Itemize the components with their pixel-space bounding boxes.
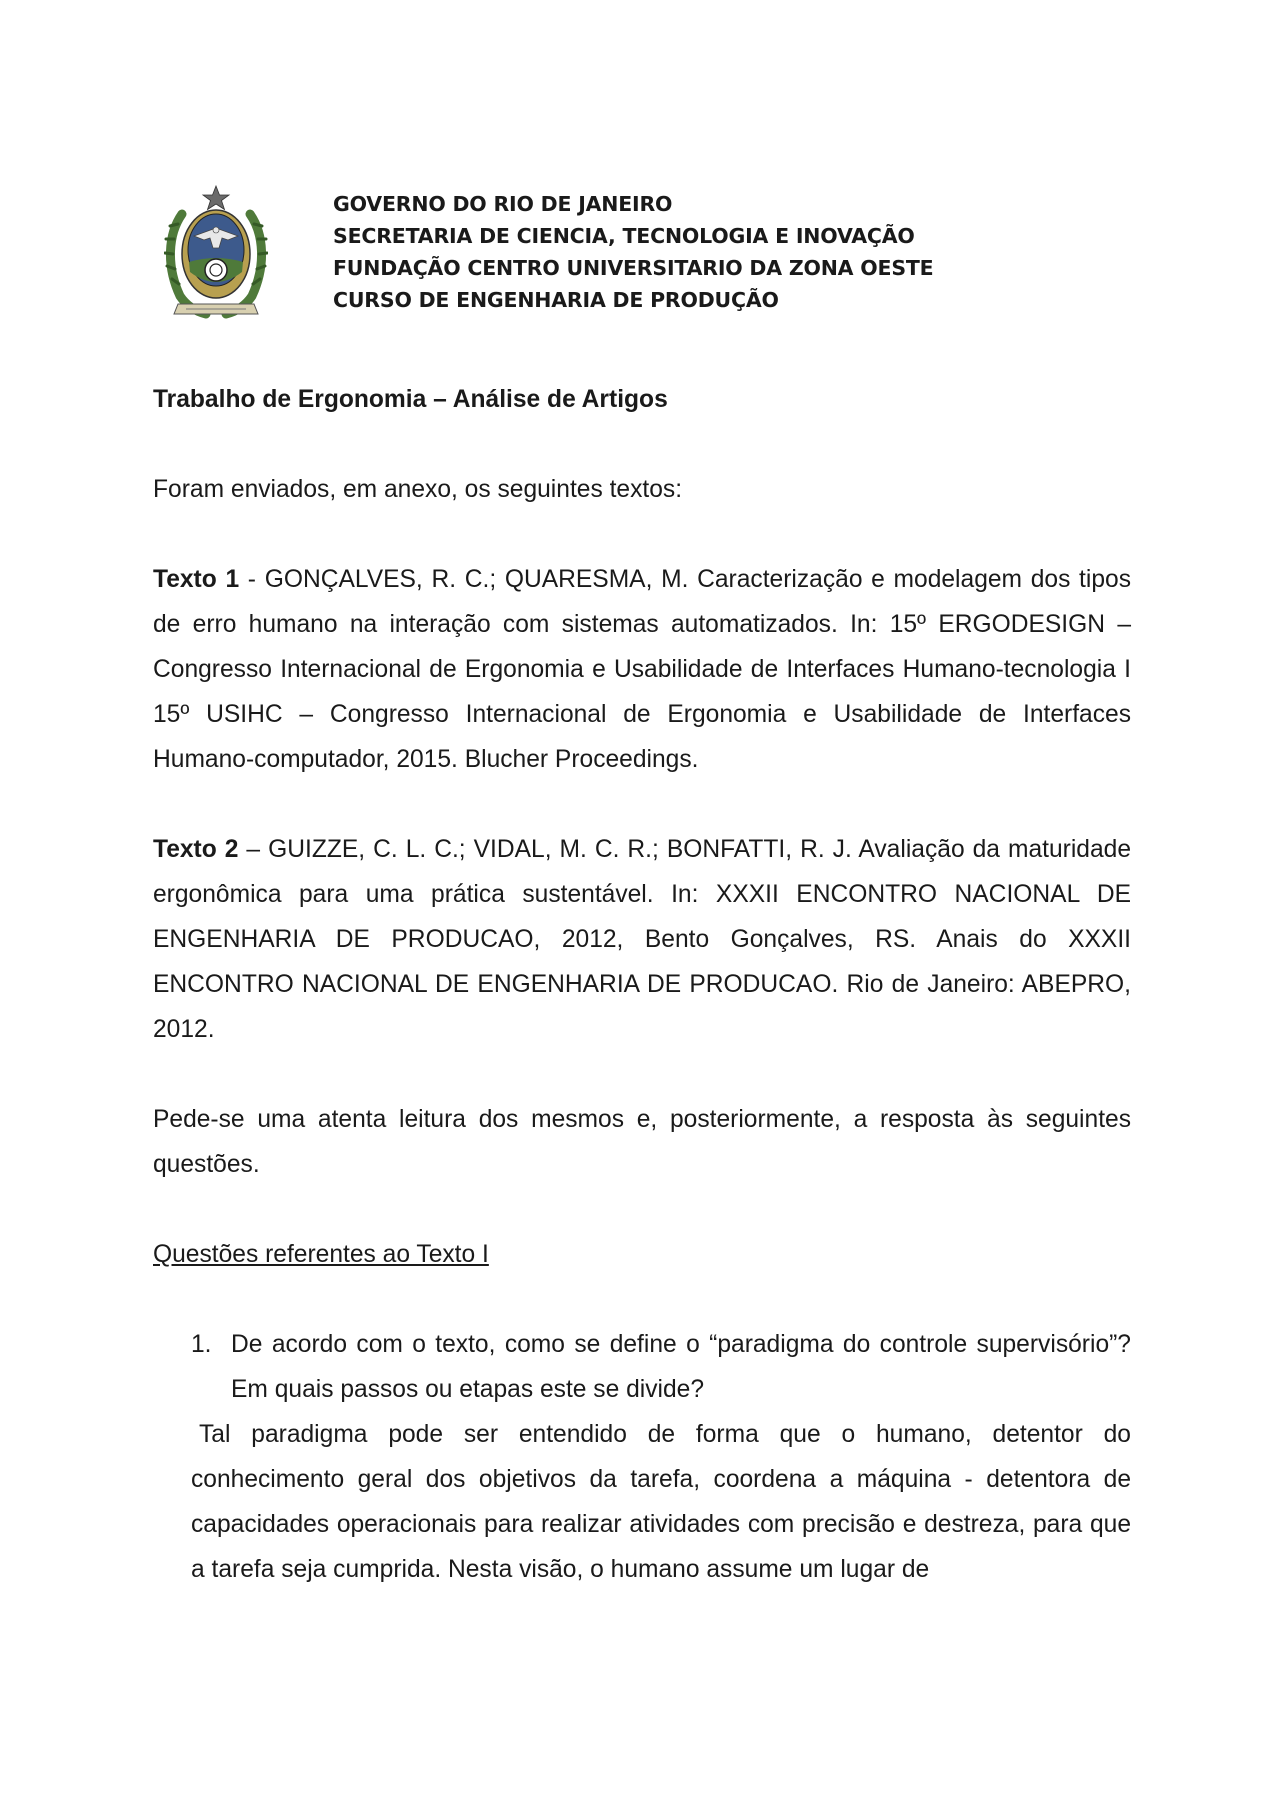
header-line-course: CURSO DE ENGENHARIA DE PRODUÇÃO <box>333 288 779 312</box>
question-text: De acordo com o texto, como se define o “paradigma do controle supervisório”? Em quais passos ou etapas este se divide? <box>231 1331 1131 1403</box>
text-1-label: Texto 1 <box>153 566 240 593</box>
text-1-body: GONÇALVES, R. C.; QUARESMA, M. Caracterização e modelagem dos tipos de erro humano na interação com sistemas automatizados. In: 15º ERGODESIGN – Congresso Internacional de Ergonomia e Usabilidade de Interfaces Humano-tecnologia I 15º USIHC – Congresso Internacional de Ergonomia e Usabilidade de Interfaces Humano-computador, 2015. Blucher Proceedings. <box>153 566 1132 773</box>
institution-lines <box>333 188 933 316</box>
header-line-secretariat: SECRETARIA DE CIENCIA, TECNOLOGIA E INOVAÇÃO <box>333 224 915 248</box>
text-1-reference <box>153 557 1131 782</box>
page-title: Trabalho de Ergonomia – Análise de Artigos <box>153 386 668 413</box>
document-body <box>153 377 1131 1592</box>
text-2-label: Texto 2 <box>153 836 239 863</box>
answer-paragraph: Tal paradigma pode ser entendido de forma que o humano, detentor do conhecimento geral dos objetivos da tarefa, coordena a máquina - detentora de capacidades operacionais para realizar atividades com precisão e destreza, para que a tarefa seja cumprida. Nesta visão, o humano assume um lugar de <box>191 1421 1131 1583</box>
rio-de-janeiro-coat-of-arms-icon <box>164 184 268 322</box>
text-2-separator: – <box>238 836 269 863</box>
question-number: 1. <box>191 1331 212 1358</box>
institution-header <box>164 180 1164 330</box>
text-2-reference <box>153 827 1131 1052</box>
text-1-separator: - <box>239 566 265 593</box>
text-2-body: GUIZZE, C. L. C.; VIDAL, M. C. R.; BONFATTI, R. J. Avaliação da maturidade ergonômica para uma prática sustentável. In: XXXII ENCONTRO NACIONAL DE ENGENHARIA DE PRODUCAO, 2012, Bento Gonçalves, RS. Anais do XXXII ENCONTRO NACIONAL DE ENGENHARIA DE PRODUCAO. Rio de Janeiro: ABEPRO, 2012. <box>153 836 1132 1043</box>
header-line-government: GOVERNO DO RIO DE JANEIRO <box>333 192 673 216</box>
header-line-foundation: FUNDAÇÃO CENTRO UNIVERSITARIO DA ZONA OESTE <box>333 256 934 280</box>
section-heading: Questões referentes ao Texto I <box>153 1241 489 1268</box>
question-item <box>191 1322 1131 1412</box>
request-paragraph: Pede-se uma atenta leitura dos mesmos e, posteriormente, a resposta às seguintes questões. <box>153 1106 1131 1178</box>
intro-paragraph: Foram enviados, em anexo, os seguintes textos: <box>153 476 683 503</box>
